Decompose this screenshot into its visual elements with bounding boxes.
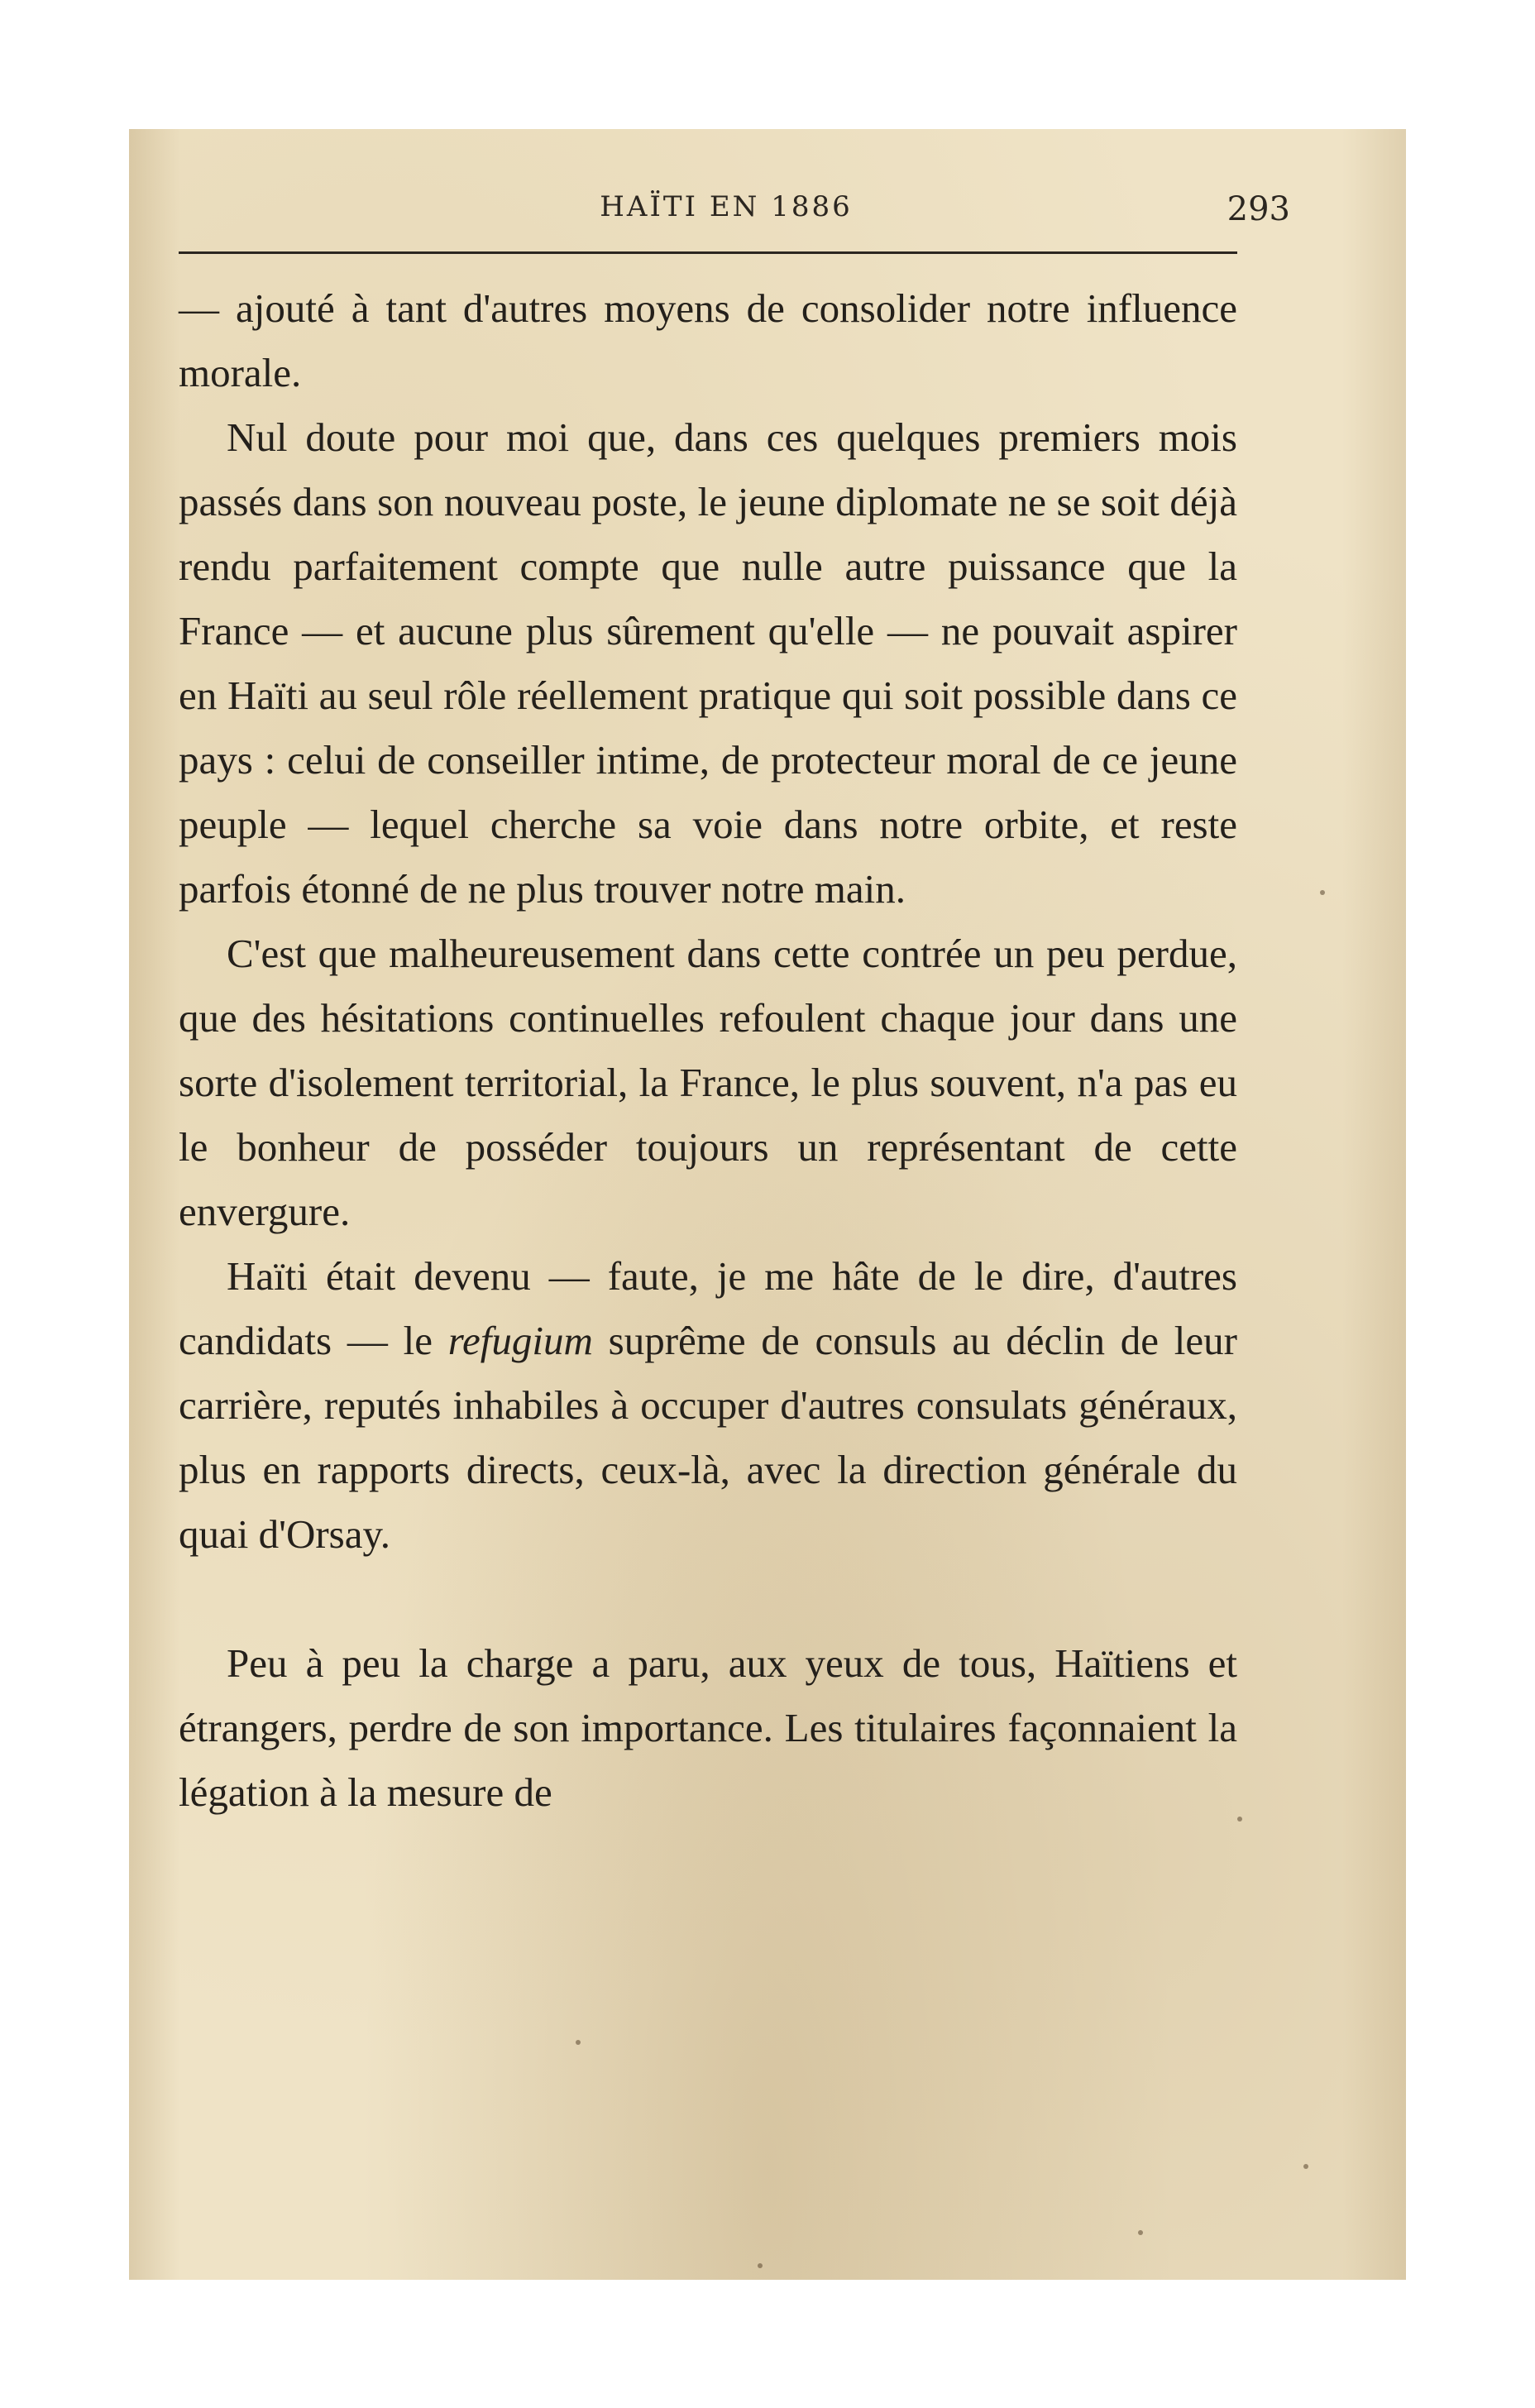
- paragraph-3: C'est que malheureusement dans cette contrée un peu perdue, que des hésitations continuelles refoulent chaque jour dans une sorte d'isolement territorial, la France, le plus souvent, n'a pas eu le bonheur de posséder toujours un représentant de cette envergure.: [179, 931, 1237, 1234]
- paper-speck: [758, 2263, 763, 2268]
- page-header: [179, 182, 1290, 250]
- paragraph-4-lead: Haïti était devenu — faute, je me hâte de le dire, d'autres candidats — le: [179, 1253, 1237, 1363]
- paper-speck: [1138, 2230, 1143, 2235]
- paper-speck: [576, 2040, 581, 2045]
- header-rule: [179, 251, 1237, 254]
- paragraph-1: — ajouté à tant d'autres moyens de consolider notre influence morale.: [179, 285, 1237, 395]
- body-text: [179, 276, 1237, 1825]
- paragraph-4: [179, 1244, 1237, 1567]
- page-number: 293: [1227, 190, 1290, 228]
- paragraph-4-tail: suprême de consuls au déclin de leur carrière, reputés inhabiles à occuper d'autres consulats généraux, plus en rapports directs, ceux-là, avec la direction générale du quai d'Orsay.: [179, 1318, 1237, 1557]
- paper-speck: [1303, 2164, 1308, 2169]
- paper-speck: [1320, 890, 1325, 895]
- paper-speck: [1237, 1817, 1242, 1822]
- scanned-page: [129, 129, 1406, 2280]
- paragraph-5: Peu à peu la charge a paru, aux yeux de tous, Haïtiens et étrangers, perdre de son importance. Les titulaires façonnaient la légation à la mesure de: [179, 1640, 1237, 1815]
- italic-term: refugium: [447, 1318, 593, 1363]
- running-title: HAÏTI EN 1886: [600, 190, 853, 223]
- paragraph-2: Nul doute pour moi que, dans ces quelques premiers mois passés dans son nouveau poste, le jeune diplomate ne se soit déjà rendu parfaitement compte que nulle autre puissance que la France — et aucune plus sûrement qu'elle — ne pouvait aspirer en Haïti au seul rôle réellement pratique qui soit possible dans ce pays : celui de conseiller intime, de protecteur moral de ce jeune peuple — lequel cherche sa voie dans notre orbite, et reste parfois étonné de ne plus trouver notre main.: [179, 414, 1237, 912]
